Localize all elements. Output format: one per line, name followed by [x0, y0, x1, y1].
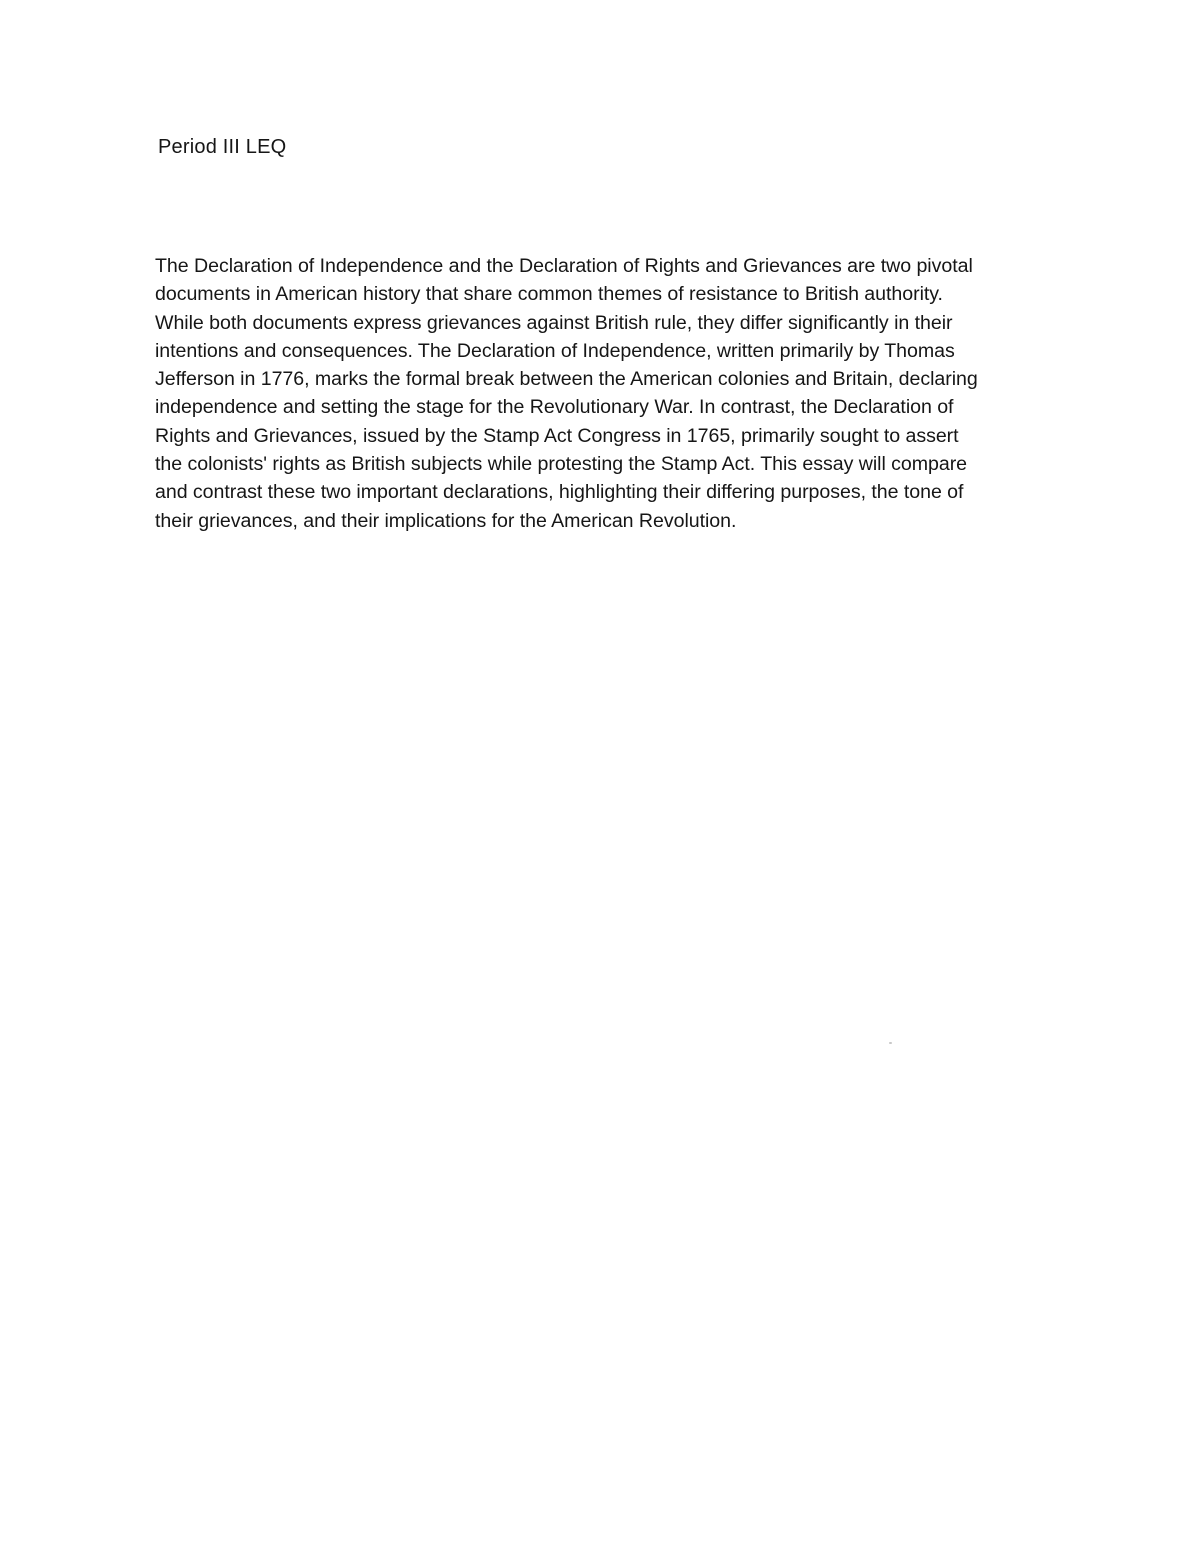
paragraph-line: Rights and Grievances, issued by the Stamp Act Congress in 1765, primarily sought to assert	[155, 424, 959, 447]
paragraph-line: their grievances, and their implications for the American Revolution.	[155, 509, 737, 532]
paragraph-line: the colonists' rights as British subjects while protesting the Stamp Act. This essay will compare	[155, 453, 968, 476]
paragraph-line: independence and setting the stage for the Revolutionary War. In contrast, the Declaration of	[155, 396, 954, 419]
paragraph-line: intentions and consequences. The Declaration of Independence, written primarily by Thomas	[155, 339, 955, 362]
paragraph-line: Jefferson in 1776, marks the formal break between the American colonies and Britain, declaring	[155, 368, 978, 391]
paragraph-line: While both documents express grievances against British rule, they differ significantly in their	[155, 311, 953, 334]
scan-speck	[889, 1042, 892, 1044]
paragraph-line: and contrast these two important declarations, highlighting their differing purposes, the tone of	[155, 481, 964, 504]
essay-paragraph	[155, 252, 1075, 535]
document-title: Period III LEQ	[158, 136, 287, 158]
paragraph-line: The Declaration of Independence and the Declaration of Rights and Grievances are two pivotal	[155, 255, 973, 277]
paragraph-line: documents in American history that share common themes of resistance to British authority.	[155, 283, 943, 306]
